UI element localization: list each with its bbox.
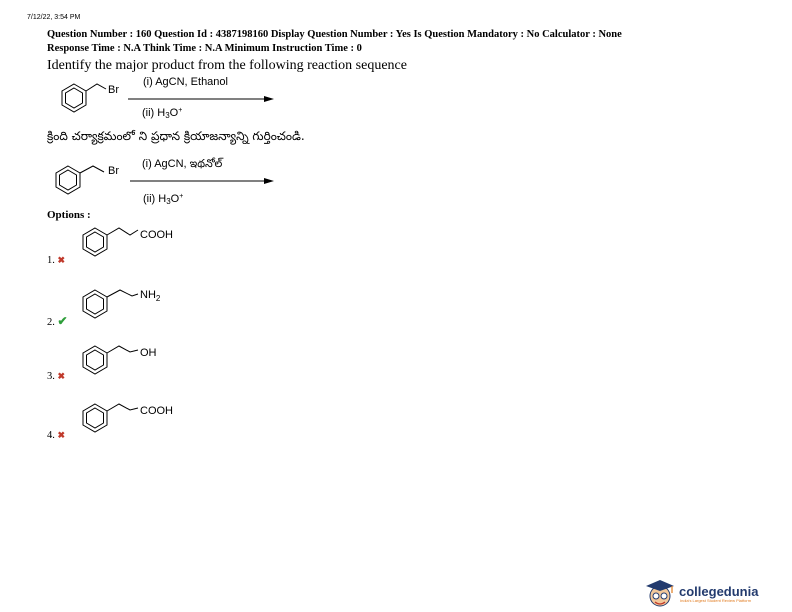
logo-name: collegedunia — [679, 584, 759, 599]
collegedunia-logo[interactable] — [643, 578, 788, 608]
timestamp: 7/12/22, 3:54 PM — [27, 14, 81, 21]
benzyl-bromide-structure — [62, 84, 106, 112]
substituent-label: Br — [108, 84, 119, 96]
option-1[interactable]: 1. ✖ — [47, 255, 66, 266]
option-2[interactable]: 2. ✔ — [47, 314, 68, 328]
benzyl-bromide-structure — [56, 166, 104, 194]
option-1-structure — [80, 222, 200, 270]
question-meta-line1: Question Number : 160 Question Id : 4387198160 Display Question Number : Yes Is Question Mandatory : No Calculator : None — [47, 29, 622, 40]
graduate-cap-mascot-icon — [643, 578, 677, 608]
wrong-mark-icon: ✖ — [57, 430, 66, 440]
question-meta-line2: Response Time : N.A Think Time : N.A Minimum Instruction Time : 0 — [47, 43, 362, 54]
functional-group-label: COOH — [140, 229, 173, 241]
functional-group-label: COOH — [140, 405, 173, 417]
logo-tagline: India's Largest Student Review Platform — [680, 598, 752, 603]
reagent-step1: (i) AgCN, Ethanol — [143, 76, 228, 88]
correct-checkmark-icon: ✔ — [57, 314, 68, 328]
option-3[interactable]: 3. ✖ — [47, 371, 66, 382]
functional-group-label: $NH_2$ — [140, 289, 161, 303]
question-text-english: Identify the major product from the following reaction sequence — [47, 58, 407, 73]
reaction-arrow — [264, 178, 274, 184]
wrong-mark-icon: ✖ — [57, 255, 66, 265]
option-4-structure — [80, 396, 200, 444]
reagent-step2: (ii) $H_3O^+$ — [143, 193, 184, 206]
option-3-structure — [80, 338, 200, 386]
options-label: Options : — [47, 209, 91, 221]
reagent-step1: (i) AgCN, ఇథనోల్ — [142, 158, 223, 170]
functional-group-label: OH — [140, 347, 157, 359]
question-text-telugu: క్రింది చర్యాక్రమంలో ని ప్రధాన క్రియాజన్యాన్ని గుర్తించండి. — [47, 129, 305, 143]
option-2-structure — [80, 282, 200, 330]
substituent-label: Br — [108, 165, 119, 177]
wrong-mark-icon: ✖ — [57, 371, 66, 381]
option-4[interactable]: 4. ✖ — [47, 430, 66, 441]
reaction-arrow — [264, 96, 274, 102]
reagent-step2: (ii) $H_3O^+$ — [142, 107, 183, 120]
